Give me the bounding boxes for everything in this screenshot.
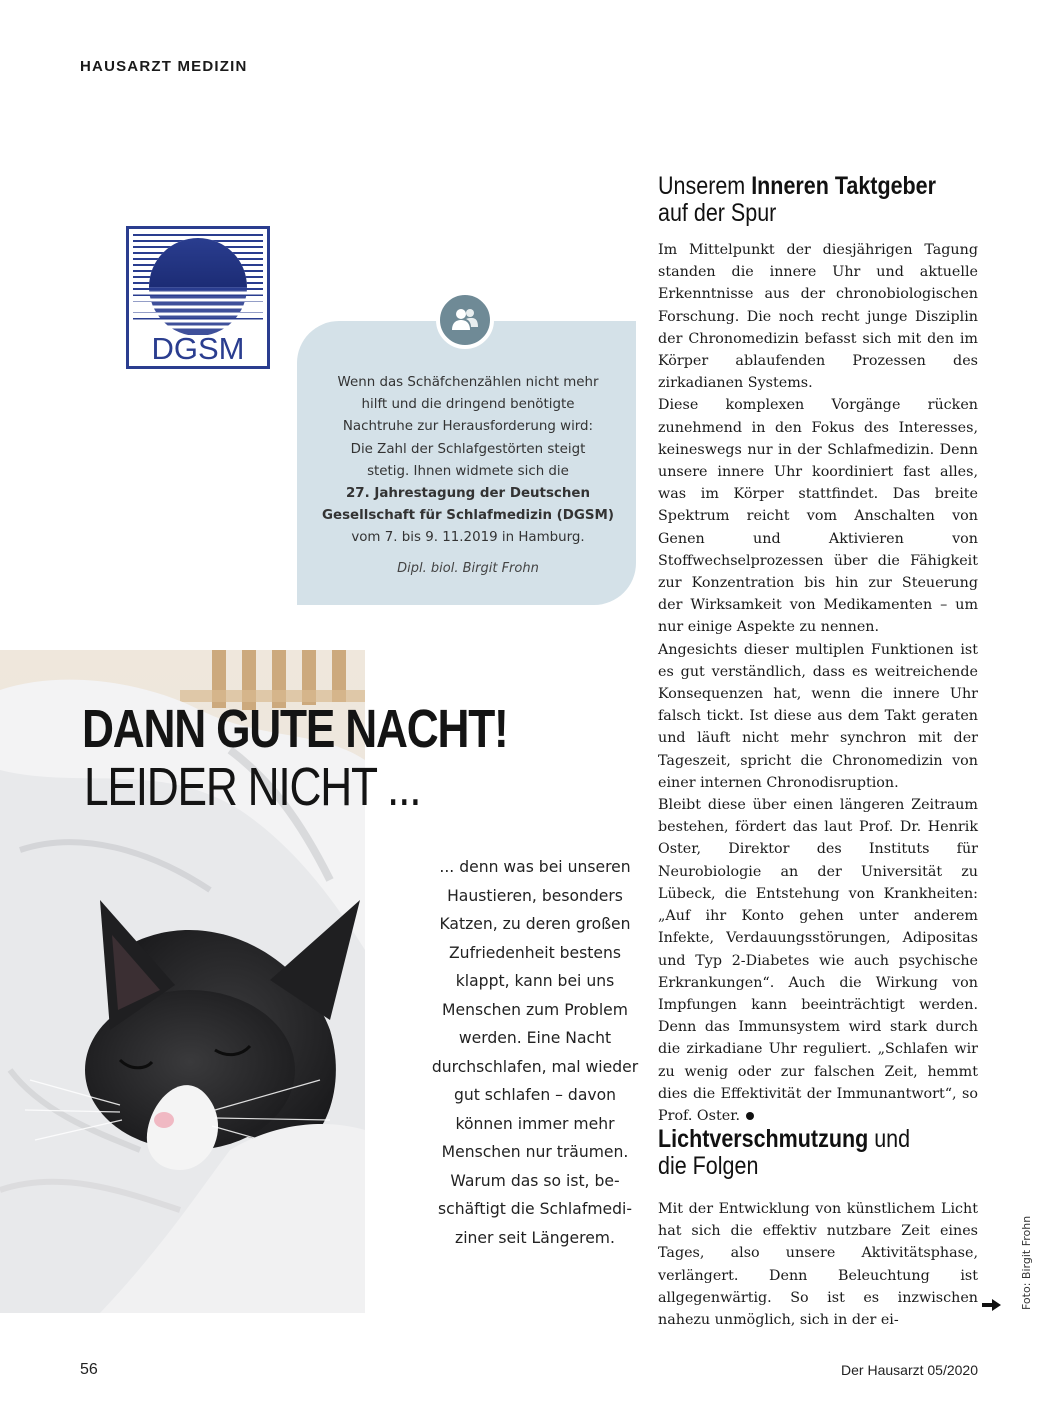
teaser-line: Haustieren, besonders bbox=[447, 886, 623, 905]
headline-primary: DANN GUTE NACHT! bbox=[82, 699, 508, 759]
dgsm-logo bbox=[126, 226, 270, 369]
people-icon bbox=[436, 291, 494, 349]
intro-line: Wenn das Schäfchenzählen nicht mehr bbox=[337, 375, 599, 390]
body-paragraph: Diese komplexen Vorgänge rücken zunehmend in den Fokus des Interesses, keineswegs nur in der Schlafmedizin. Denn unsere innere Uhr koordiniert fast alles, was im Körper stattfindet. Das breite Spektrum reicht vom Anschalten von Genen und Aktivieren von Stoffwechselprozessen über die Fähigkeit zur Konzentration bis hin zur Steuerung der Wirksamkeit von Medikamenten – um nur einige Aspekte zu nennen. bbox=[658, 397, 978, 636]
body-paragraph: Im Mittelpunkt der diesjährigen Tagung standen die innere Uhr und aktuelle Erkenntnisse aus der chronobiologischen Forschung. Die noch recht junge Disziplin der Chronomedizin befasst sich mit den im Körper ablaufenden Prozessen des zirkadianen Systems. bbox=[658, 242, 978, 392]
body-paragraph: Angesichts dieser multiplen Funktionen ist es gut verständlich, dass es weitreichende Konsequenzen hat, wenn die innere Uhr falsch tickt. Ist diese aus dem Takt geraten und läuft nicht mehr synchron mit der Tageszeit, spricht die Chronomedizin von einer internen Chronodisruption. bbox=[658, 641, 978, 791]
intro-conference-line: Gesellschaft für Schlafmedizin (DGSM) bbox=[322, 508, 614, 524]
section2-title-bold: Lichtverschmutzung bbox=[658, 1125, 869, 1153]
section2-title-line2: die Folgen bbox=[658, 1152, 759, 1180]
magazine-issue: Der Hausarzt 05/2020 bbox=[841, 1362, 978, 1378]
teaser-line: Menschen nur träumen. bbox=[441, 1143, 629, 1161]
teaser-line: schäftigt die Schlafmedi- bbox=[438, 1200, 632, 1218]
teaser-text bbox=[418, 853, 652, 1252]
teaser-line: gut schlafen – davon bbox=[453, 1086, 617, 1104]
body-paragraph: Mit der Entwicklung von künstlichem Licht hat sich die effektiv nutzbare Zeit eines Tages, also unsere Aktivitätsphase, verlängert. Denn Beleuchtung ist allgegenwärtig. So ist es inzwischen nahezu unmöglich, sich in der ei- bbox=[658, 1201, 978, 1329]
photo-credit: Foto: Birgit Frohn bbox=[1020, 1215, 1033, 1310]
teaser-line: ... denn was bei unseren bbox=[439, 858, 631, 876]
section-label: HAUSARZT MEDIZIN bbox=[80, 58, 248, 75]
section1-title-line1 bbox=[658, 174, 936, 199]
section2-title-line1 bbox=[658, 1127, 910, 1152]
end-of-article-dot bbox=[746, 1112, 754, 1120]
headline-secondary: LEIDER NICHT ... bbox=[84, 757, 421, 817]
body-paragraph-text: Bleibt diese über einen längeren Zeitraum bestehen, fördert das laut Prof. Dr. Henrik Oster, Direktor des Instituts für Neurobiologie an der Universität zu Lübeck, die Entstehung von Krankheiten: „Auf ihr Konto gehen unter anderem Infekte, Verdauungsstörungen, Adipositas und Typ 2-Diabetes wie auch psychische Erkrankungen“. Auch die Wirkung von Impfungen kann beeinträchtigt werden. Denn das Immunsystem wird stark durch die zirkadiane Uhr reguliert. „Schlafen wir zu wenig oder zur falschen Zeit, hemmt dies die Effektivität der Immunantwort“, so Prof. Oster. bbox=[658, 797, 978, 1124]
continue-arrow-icon bbox=[982, 1298, 1002, 1312]
section1-title-line2: auf der Spur bbox=[658, 199, 777, 227]
intro-author: Dipl. biol. Birgit Frohn bbox=[397, 561, 539, 576]
teaser-line: Katzen, zu deren großen bbox=[439, 915, 631, 933]
teaser-line: durchschlafen, mal wieder bbox=[431, 1057, 639, 1076]
intro-text bbox=[310, 372, 626, 550]
intro-line: stetig. Ihnen widmete sich die bbox=[367, 463, 569, 479]
teaser-line: werden. Eine Nacht bbox=[458, 1029, 612, 1047]
dgsm-logo-text: DGSM bbox=[151, 331, 245, 366]
intro-line: hilft und die dringend benötigte bbox=[361, 397, 575, 413]
section1-title-pre: Unserem bbox=[658, 172, 752, 200]
section2-body bbox=[658, 1198, 978, 1331]
teaser-line: klappt, kann bei uns bbox=[455, 972, 615, 990]
page-number: 56 bbox=[80, 1361, 98, 1378]
teaser-line: ziner seit Längerem. bbox=[455, 1228, 615, 1247]
section2-title-post: und bbox=[868, 1125, 911, 1153]
teaser-line: Menschen zum Problem bbox=[442, 1000, 628, 1019]
intro-conference-line: 27. Jahrestagung der Deutschen bbox=[345, 486, 591, 502]
section1-title-bold: Inneren Taktgeber bbox=[751, 172, 936, 200]
intro-line: Die Zahl der Schlafgestörten steigt bbox=[350, 441, 586, 457]
intro-date-line: vom 7. bis 9. 11.2019 in Hamburg. bbox=[351, 530, 585, 546]
intro-line: Nachtruhe zur Herausforderung wird: bbox=[342, 419, 594, 435]
teaser-line: Zufriedenheit bestens bbox=[449, 943, 621, 962]
section1-body bbox=[658, 239, 978, 1127]
body-paragraph bbox=[658, 794, 978, 1127]
teaser-line: Warum das so ist, be- bbox=[450, 1171, 620, 1190]
teaser-line: können immer mehr bbox=[455, 1114, 615, 1133]
